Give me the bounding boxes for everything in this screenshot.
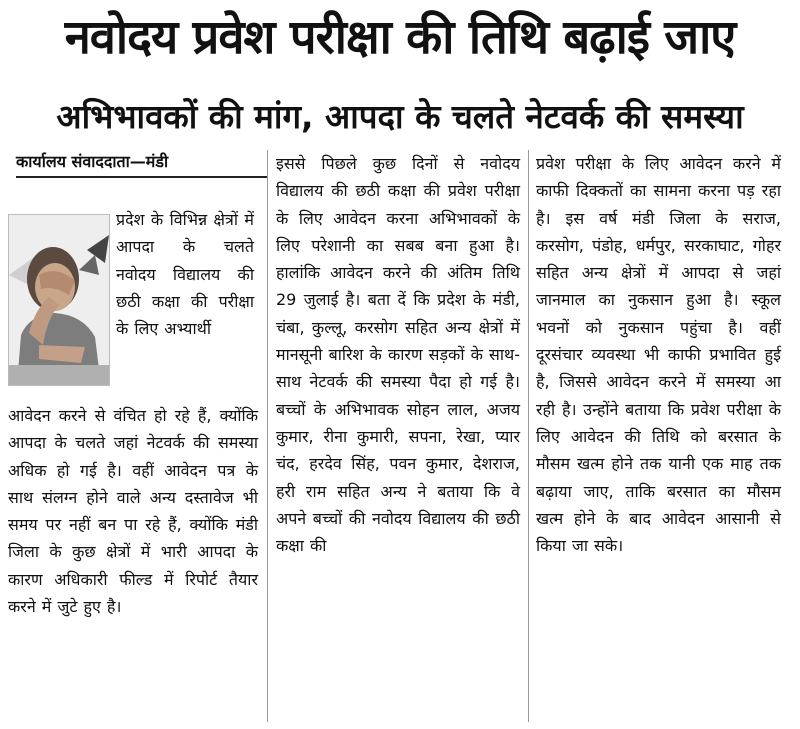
paragraph: आवेदन करने से वंचित हो रहे हैं, क्योंकि आपदा के चलते जहां नेटवर्क की समस्या अधिक हो गई है। वहीं आवेदन पत्र के साथ संलग्न होने वाले अन्य दस्तावेज भी समय पर नहीं बन पा रहे हैं, क्योंकि मंडी जिला के कुछ क्षेत्रों में भारी आपदा के कारण अधिकारी फील्ड में रिपोर्ट तैयार करने में जुटे हुए है। xyxy=(8,406,258,617)
article-column-1 xyxy=(8,402,258,620)
column-divider xyxy=(267,150,268,722)
paragraph: प्रवेश परीक्षा के लिए आवेदन करने में काफी दिक्कतों का सामना करना पड़ रहा है। इस वर्ष मंडी जिला के सराज, करसोग, पंडोह, धर्मपुर, सरकाघाट, गोहर सहित अन्य क्षेत्रों में आपदा से जहां जानमाल का नुकसान हुआ है। स्कूल भवनों को नुकसान पहुंचा है। वहीं दूरसंचार व्यवस्था भी काफी प्रभावित हुई है, जिससे आवेदन करने में समस्या आ रही है। उन्होंने बताया कि प्रवेश परीक्षा के लिए आवेदन की तिथि को बरसात के मौसम खत्म होने तक यानी एक माह तक बढ़ाया जाए, ताकि बरसात का मौसम खत्म होने के बाद आवेदन आसानी से किया जा सके। xyxy=(536,154,781,556)
distressed-person-photo xyxy=(8,214,110,386)
article-text-wrap xyxy=(116,206,254,342)
byline: कार्यालय संवाददाता—मंडी xyxy=(16,148,268,178)
person-photo-icon xyxy=(9,215,109,385)
headline: नवोदय प्रवेश परीक्षा की तिथि बढ़ाई जाए xyxy=(64,10,736,65)
paragraph: प्रदेश के विभिन्न क्षेत्रों में आपदा के चलते नवोदय विद्यालय की छठी कक्षा की परीक्षा के लिए अभ्यार्थी xyxy=(116,210,254,339)
article-column-2 xyxy=(276,150,520,559)
article-column-3 xyxy=(536,150,781,559)
paragraph: इससे पिछले कुछ दिनों से नवोदय विद्यालय की छठी कक्षा की प्रवेश परीक्षा के लिए आवेदन करना अभिभावकों के लिए परेशानी का सबब बना हुआ है। हालांकि आवेदन करने की अंतिम तिथि 29 जुलाई है। बता दें कि प्रदेश के मंडी, चंबा, कुल्लू, करसोग सहित अन्य क्षेत्रों में मानसूनी बारिश के कारण सड़कों के साथ-साथ नेटवर्क की समस्या पैदा हो गई है। बच्चों के अभिभावक सोहन लाल, अजय कुमार, रीना कुमारी, सपना, रेखा, प्यार चंद, हरदेव सिंह, पवन कुमार, देशराज, हरी राम सहित अन्य ने बताया कि वे अपने बच्चों की नवोदय विद्यालय की छठी कक्षा की xyxy=(276,154,520,556)
column-divider xyxy=(528,150,529,722)
subheadline: अभिभावकों की मांग, आपदा के चलते नेटवर्क की समस्या xyxy=(56,97,744,136)
